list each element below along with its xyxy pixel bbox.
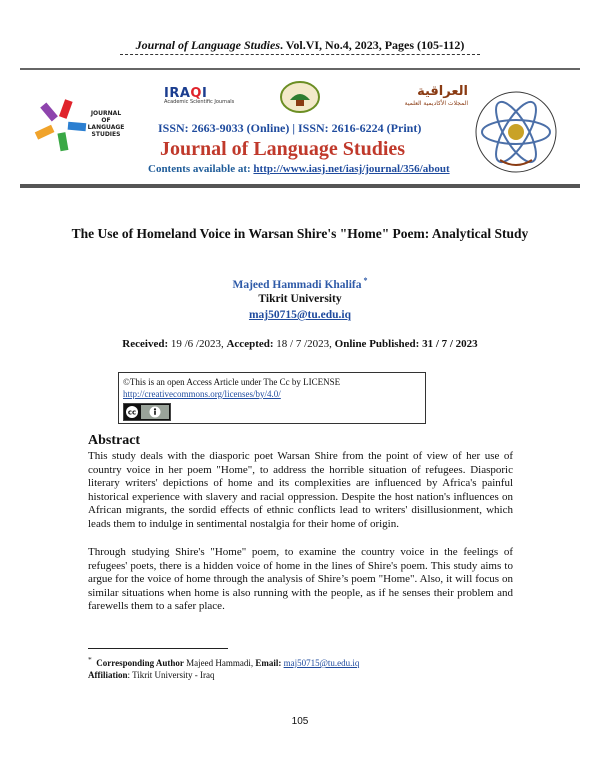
abstract-paragraph-2: Through studying Shire's "Home" poem, to examine the country voice in the feelings of refugees' poets, there is a hidden voice of home in the lines of Shire's poem. This study aims to argue for the voice of home through the analysis of Shire’s poem "Home". Also, it will focus on similar situations when home is also running with the people, as if he senses their problem and farewells them to a safer place.	[88, 546, 513, 613]
received-label: Received:	[122, 338, 169, 350]
author-email-link[interactable]: maj50715@tu.edu.iq	[248, 309, 352, 321]
paper-title: The Use of Homeland Voice in Warsan Shire's "Home" Poem: Analytical Study	[71, 226, 529, 241]
header-rule	[120, 54, 480, 55]
license-text: ©This is an open Access Article under The Cc by LICENSE	[123, 377, 341, 387]
journal-url-link[interactable]: http://www.iasj.net/iasj/journal/356/about	[253, 163, 450, 175]
accepted-label: Accepted:	[226, 338, 274, 350]
accepted-date: 18 / 7 /2023,	[273, 338, 335, 350]
svg-text:cc: cc	[127, 408, 137, 417]
issue-details: . Vol.VI, No.4, 2023, Pages (105-112)	[280, 38, 465, 52]
left-logo-text: JOURNAL OF LANGUAGE STUDIES	[87, 110, 125, 138]
arabic-title: العراقية	[417, 84, 468, 99]
banner-bottom-rule	[20, 184, 580, 188]
iraqi-subtitle: Academic Scientific Journals	[164, 99, 235, 105]
affil-label: Affiliation	[88, 670, 128, 680]
cc-by-badge-graphic	[124, 404, 170, 420]
arabic-subtitle: المجلات الأكاديمية العلمية	[404, 100, 468, 107]
page-number: 105	[291, 716, 309, 727]
cc-by-badge-icon[interactable]	[123, 403, 171, 421]
publication-dates	[0, 338, 600, 350]
issn-line: ISSN: 2663-9033 (Online) | ISSN: 2616-6224 (Print)	[158, 121, 422, 135]
iraqi-wordmark: IRAQI	[164, 86, 208, 101]
affil-value: : Tikrit University - Iraq	[127, 670, 215, 680]
footnote-rule	[88, 648, 228, 649]
author-affiliation: Tikrit University	[258, 293, 342, 305]
footnote-email-link[interactable]: maj50715@tu.edu.iq	[283, 658, 360, 668]
email-label: Email:	[255, 658, 284, 668]
journal-title: Journal of Language Studies	[160, 138, 406, 160]
contents-line	[148, 163, 450, 175]
footnote	[88, 654, 518, 681]
journal-name: Journal of Language Studies	[135, 38, 281, 52]
running-header	[0, 38, 600, 53]
published-date: Online Published: 31 / 7 / 2023	[334, 338, 478, 350]
license-box	[118, 372, 426, 424]
author-name: Majeed Hammadi Khalifa *	[232, 276, 368, 291]
abstract-paragraph-1: This study deals with the diasporic poet Warsan Shire from the point of view of her use of country voice in her poem "Home", to address the horrible situation of refugees. Diasporic literary writers' depictions of home and its complexities are influenced by Africa's painful historical experience with slavery and racial oppression. Despite the host nation's influences on African migrants, the sordid effects of ethnic conflicts lead to writers' disillusionment, which leads them to indulge in sentimental nostalgia for their home of origin.	[88, 450, 513, 530]
footnote-affiliation	[88, 669, 518, 681]
footnote-corresponding	[88, 654, 518, 669]
footnote-mark: *	[88, 655, 92, 664]
abstract-heading: Abstract	[88, 433, 141, 448]
author-footnote-mark: *	[361, 276, 368, 285]
emblem-icon	[279, 80, 321, 114]
corr-label: Corresponding Author	[96, 658, 184, 668]
iraqi-logo	[164, 86, 234, 105]
contents-label: Contents available at:	[148, 163, 254, 175]
license-url-link[interactable]: http://creativecommons.org/licenses/by/4.0/	[123, 389, 281, 399]
received-date: 19 /6 /2023,	[168, 338, 227, 350]
banner-top-rule	[20, 68, 580, 70]
university-atom-emblem-icon	[470, 82, 562, 182]
corr-name: Majeed Hammadi,	[183, 658, 256, 668]
